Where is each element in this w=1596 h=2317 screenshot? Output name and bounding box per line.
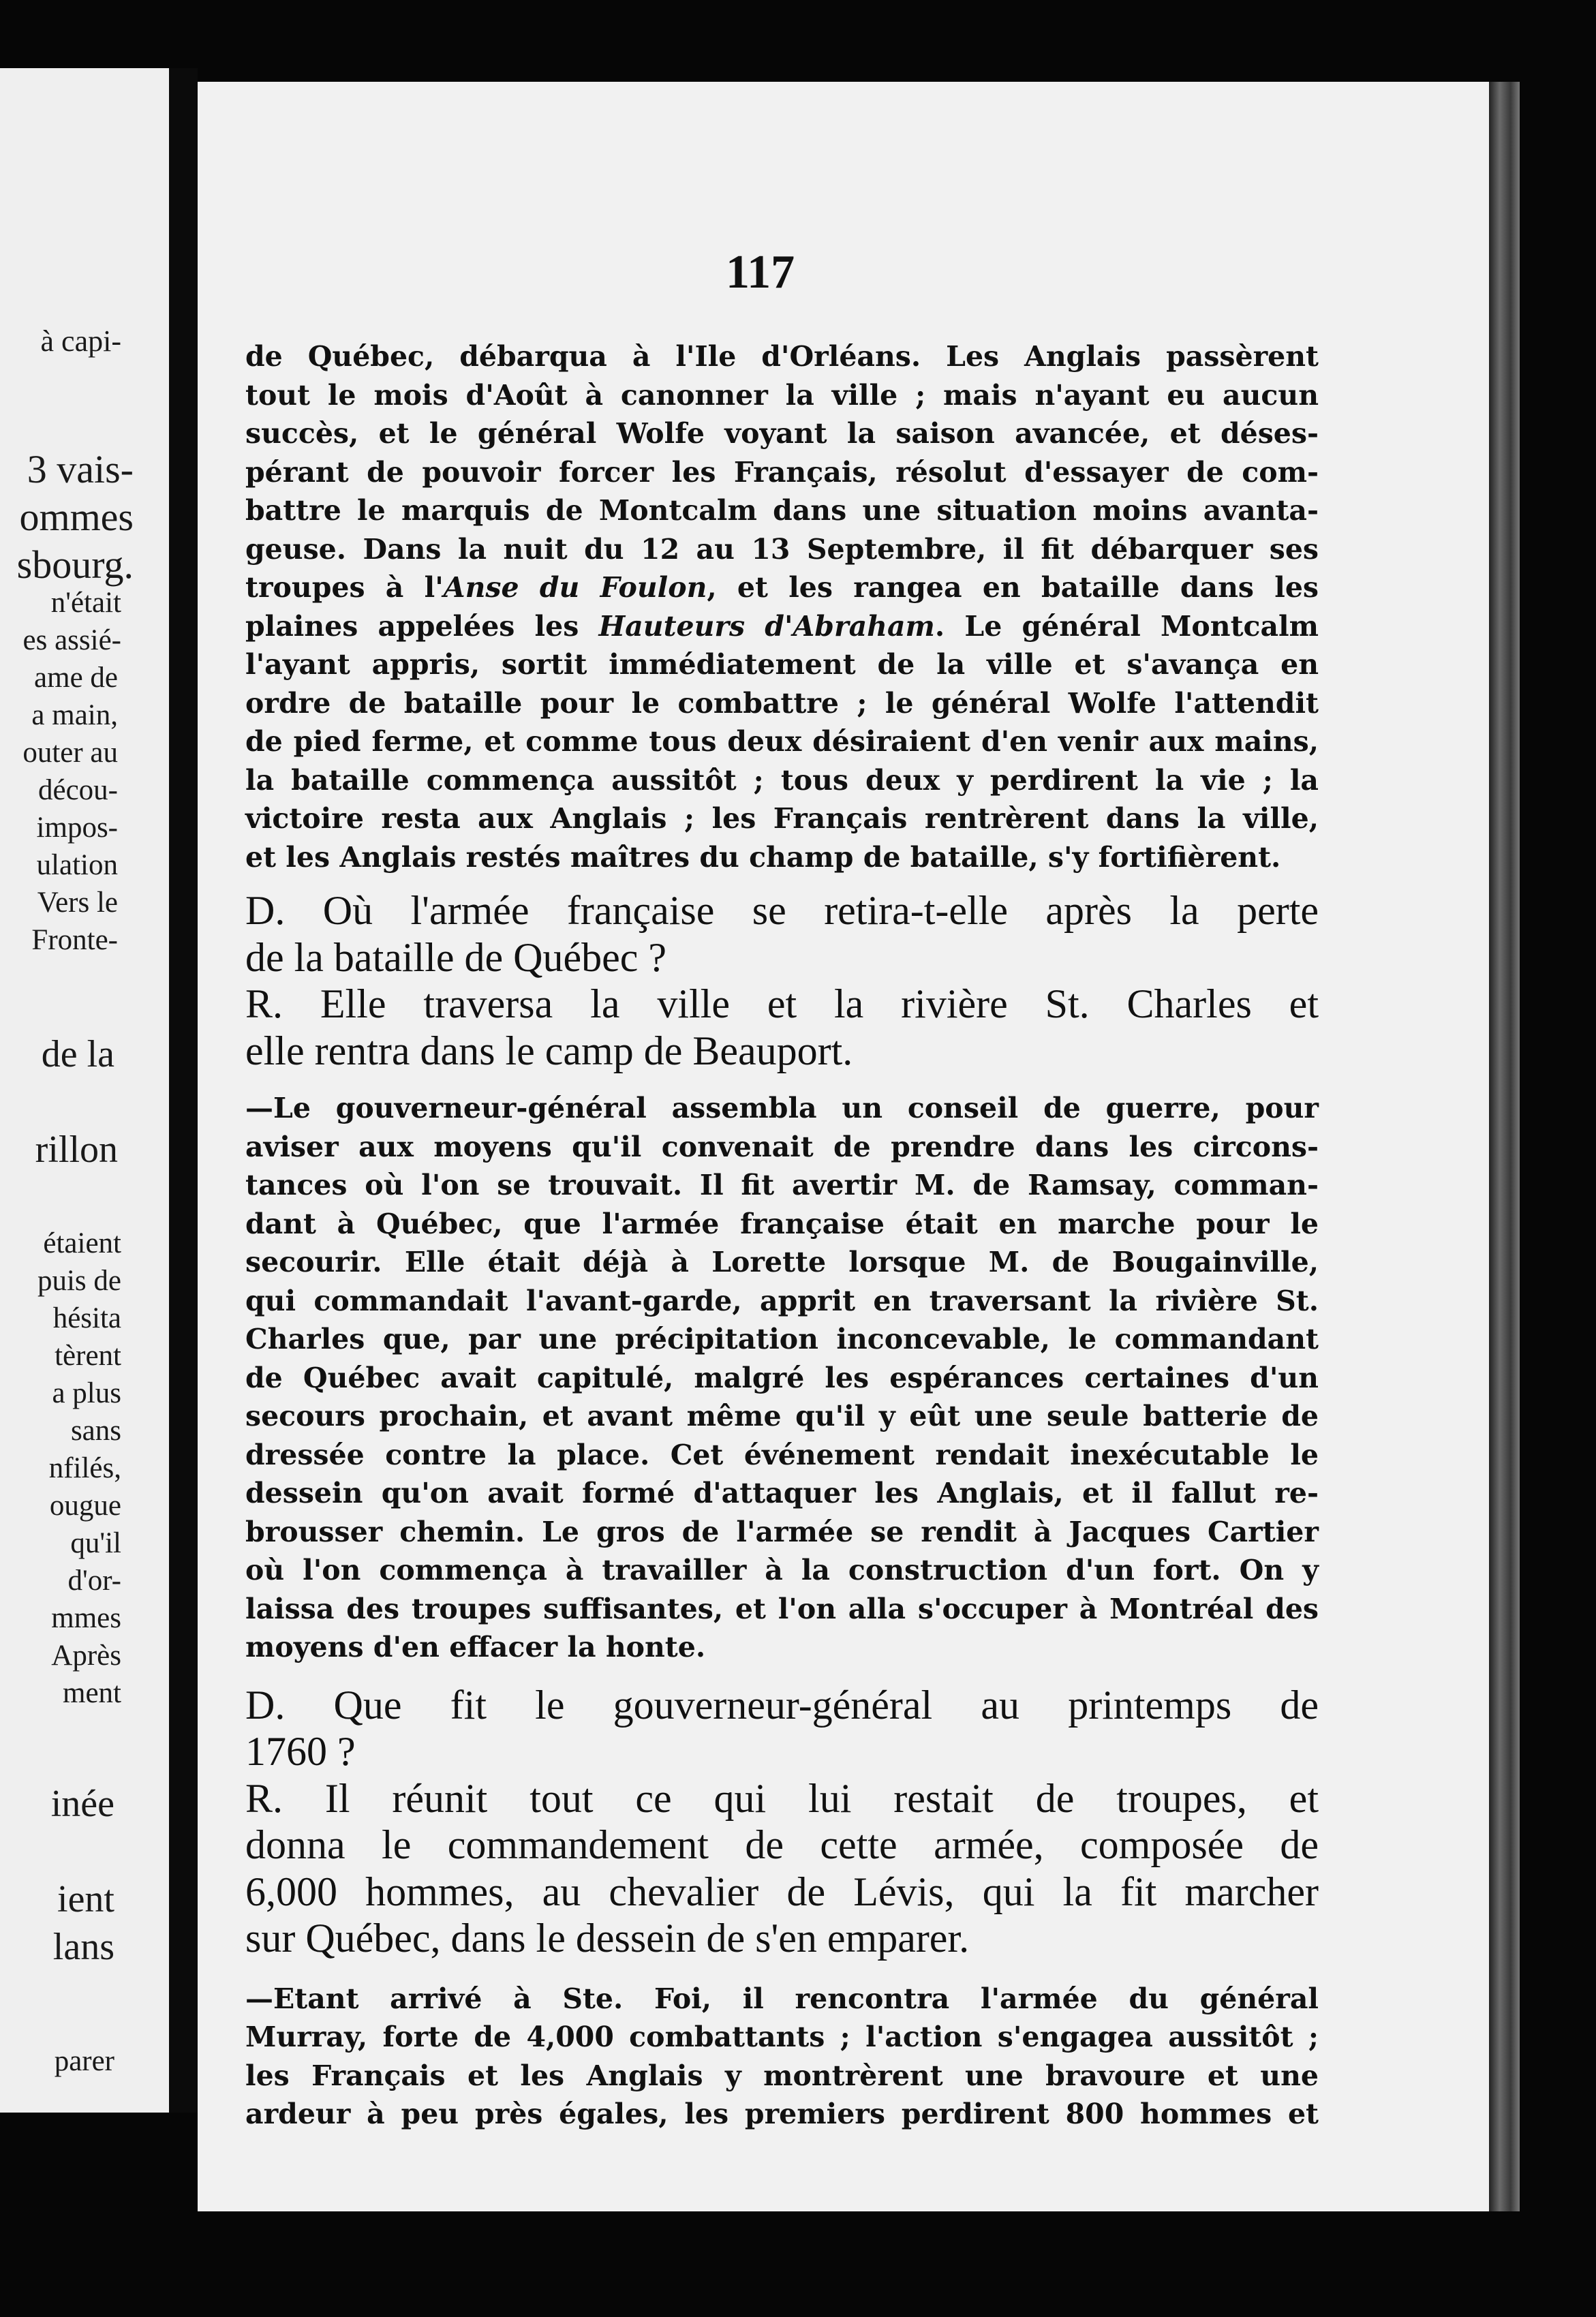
answer-1 — [245, 981, 1319, 1074]
text-segment: plaines appelées les — [245, 609, 599, 643]
left-fragment: ment — [63, 1677, 121, 1709]
left-fragment: outer au — [22, 737, 118, 769]
text-line: battre le marquis de Montcalm dans une situation moins avanta- — [245, 494, 1319, 527]
page-number: 117 — [726, 246, 795, 298]
text-line: Charles que, par une précipitation inconcevable, le commandant — [245, 1323, 1319, 1355]
text-line: dressée contre la place. Cet événement rendait inexécutable le — [245, 1438, 1319, 1471]
answer-label: R. — [245, 1775, 283, 1821]
answer-line: sur Québec, dans le dessein de s'en emparer. — [245, 1916, 970, 1961]
text-line: moyens d'en effacer la honte. — [245, 1631, 706, 1663]
text-line: dessein qu'on avait formé d'attaquer les Anglais, et il fallut re- — [245, 1477, 1319, 1509]
narrative-paragraph-3 — [245, 1980, 1319, 2134]
left-fragment: Vers le — [37, 887, 118, 919]
left-fragment: hésita — [52, 1302, 121, 1334]
text-line — [245, 568, 1319, 607]
place-name-italic: Hauteurs d'Abraham — [598, 609, 935, 643]
answer-line — [245, 981, 1319, 1028]
question-2 — [245, 1682, 1319, 1775]
text-line: la bataille commença aussitôt ; tous deux y perdirent la vie ; la — [245, 763, 1319, 797]
left-fragment: inée — [50, 1783, 114, 1825]
book-gutter — [169, 68, 198, 2113]
text-segment: . Le général Montcalm — [934, 609, 1319, 643]
left-fragment: ommes — [19, 495, 134, 539]
text-line: tances où l'on se trouvait. Il fit avertir M. de Ramsay, comman- — [245, 1169, 1319, 1201]
left-fragment: ame de — [34, 662, 118, 694]
text-line: victoire resta aux Anglais ; les Français rentrèrent dans la ville, — [245, 802, 1319, 835]
question-line — [245, 1682, 1319, 1729]
text-line: de Québec avait capitulé, malgré les espérances certaines d'un — [245, 1361, 1319, 1394]
answer-line: donna le commandement de cette armée, composée de — [245, 1822, 1319, 1867]
text-line: pérant de pouvoir forcer les Français, résolut d'essayer de com- — [245, 455, 1319, 489]
text-line: succès, et le général Wolfe voyant la saison avancée, et déses- — [245, 417, 1319, 450]
text-line: ordre de bataille pour le combattre ; le général Wolfe l'attendit — [245, 686, 1319, 720]
left-fragment: qu'il — [70, 1527, 121, 1559]
left-fragment: Après — [51, 1640, 121, 1672]
text-line: dant à Québec, que l'armée française était en marche pour le — [245, 1207, 1319, 1240]
left-fragment: a main, — [31, 699, 118, 731]
left-fragment: à capi- — [40, 324, 121, 358]
left-fragment: ulation — [36, 849, 118, 881]
left-fragment: a plus — [52, 1377, 121, 1409]
text-line: l'ayant appris, sortit immédiatement de la ville et s'avança en — [245, 648, 1319, 681]
question-line — [245, 887, 1319, 934]
text-line: qui commandait l'avant-garde, apprit en traversant la rivière St. — [245, 1284, 1319, 1317]
left-fragment: impos- — [36, 812, 118, 844]
text-line: secourir. Elle était déjà à Lorette lorsque M. de Bougainville, — [245, 1246, 1319, 1278]
page-text — [245, 337, 1319, 2134]
text-line: —Etant arrivé à Ste. Foi, il rencontra l'armée du général — [245, 1982, 1319, 2015]
place-name-italic: Anse du Foulon — [443, 571, 707, 604]
left-fragment: ougue — [49, 1490, 121, 1522]
question-1 — [245, 887, 1319, 981]
left-fragment: nfilés, — [48, 1452, 121, 1484]
left-fragment: n'était — [50, 587, 121, 619]
left-fragment: de la — [41, 1033, 114, 1075]
text-line: aviser aux moyens qu'il convenait de prendre dans les circons- — [245, 1130, 1319, 1163]
text-line: laissa des troupes suffisantes, et l'on alla s'occuper à Montréal des — [245, 1592, 1319, 1625]
left-fragment: lans — [52, 1926, 114, 1968]
text-line: les Français et les Anglais y montrèrent une bravoure et une — [245, 2059, 1319, 2092]
left-fragment: décou- — [38, 774, 118, 806]
answer-line: elle rentra dans le camp de Beauport. — [245, 1028, 853, 1073]
question-line: 1760 ? — [245, 1729, 356, 1774]
text-line: de Québec, débarqua à l'Ile d'Orléans. Les Anglais passèrent — [245, 340, 1319, 373]
text-line: secours prochain, et avant même qu'il y eût une seule batterie de — [245, 1400, 1319, 1432]
question-label: D. — [245, 1682, 286, 1728]
question-text: Que fit le gouverneur-général au printemps de — [285, 1682, 1319, 1728]
text-line: tout le mois d'Août à canonner la ville ; mais n'ayant eu aucun — [245, 378, 1319, 412]
left-fragment: étaient — [43, 1227, 121, 1259]
answer-line — [245, 1775, 1319, 1822]
left-fragment: 3 vais- — [27, 447, 134, 491]
answer-text: Elle traversa la ville et la rivière St. Charles et — [283, 981, 1319, 1026]
left-fragment: d'or- — [67, 1565, 121, 1597]
question-text: Où l'armée française se retira-t-elle après la perte — [285, 888, 1319, 933]
answer-2 — [245, 1775, 1319, 1962]
text-line: de pied ferme, et comme tous deux désiraient d'en venir aux mains, — [245, 725, 1319, 758]
text-segment: troupes à l' — [245, 571, 444, 604]
left-fragment: sans — [70, 1415, 121, 1447]
answer-line: 6,000 hommes, au chevalier de Lévis, qui la fit marcher — [245, 1869, 1319, 1914]
left-fragment: parer — [54, 2045, 114, 2077]
text-line: et les Anglais restés maîtres du champ de bataille, s'y fortifièrent. — [245, 840, 1281, 874]
left-fragment: tèrent — [55, 1340, 121, 1372]
text-line — [245, 607, 1319, 646]
text-line: —Le gouverneur-général assembla un conseil de guerre, pour — [245, 1092, 1319, 1124]
text-line: Murray, forte de 4,000 combattants ; l'action s'engagea aussitôt ; — [245, 2021, 1319, 2053]
narrative-paragraph-1 — [245, 337, 1319, 876]
left-fragment: puis de — [37, 1265, 121, 1297]
left-fragment: Fronte- — [31, 924, 118, 956]
left-fragment: sbourg. — [16, 542, 134, 587]
text-line: brousser chemin. Le gros de l'armée se rendit à Jacques Cartier — [245, 1515, 1319, 1548]
page-edge-shadow — [1489, 82, 1520, 2211]
left-fragment: es assié- — [22, 624, 121, 656]
text-segment: , et les rangea en bataille dans les — [707, 571, 1319, 604]
answer-text: Il réunit tout ce qui lui restait de troupes, et — [283, 1775, 1319, 1821]
question-line: de la bataille de Québec ? — [245, 934, 666, 980]
narrative-paragraph-2 — [245, 1089, 1319, 1667]
text-line: où l'on commença à travailler à la construction d'un fort. On y — [245, 1554, 1319, 1586]
left-fragment: ient — [57, 1878, 114, 1920]
left-fragment: mmes — [51, 1602, 121, 1634]
left-fragment: rillon — [35, 1129, 118, 1171]
question-label: D. — [245, 888, 286, 933]
text-line: ardeur à peu près égales, les premiers perdirent 800 hommes et — [245, 2098, 1319, 2130]
left-page-edge — [0, 68, 169, 2113]
answer-label: R. — [245, 981, 283, 1026]
text-line: geuse. Dans la nuit du 12 au 13 Septembre, il fit débarquer ses — [245, 532, 1319, 566]
